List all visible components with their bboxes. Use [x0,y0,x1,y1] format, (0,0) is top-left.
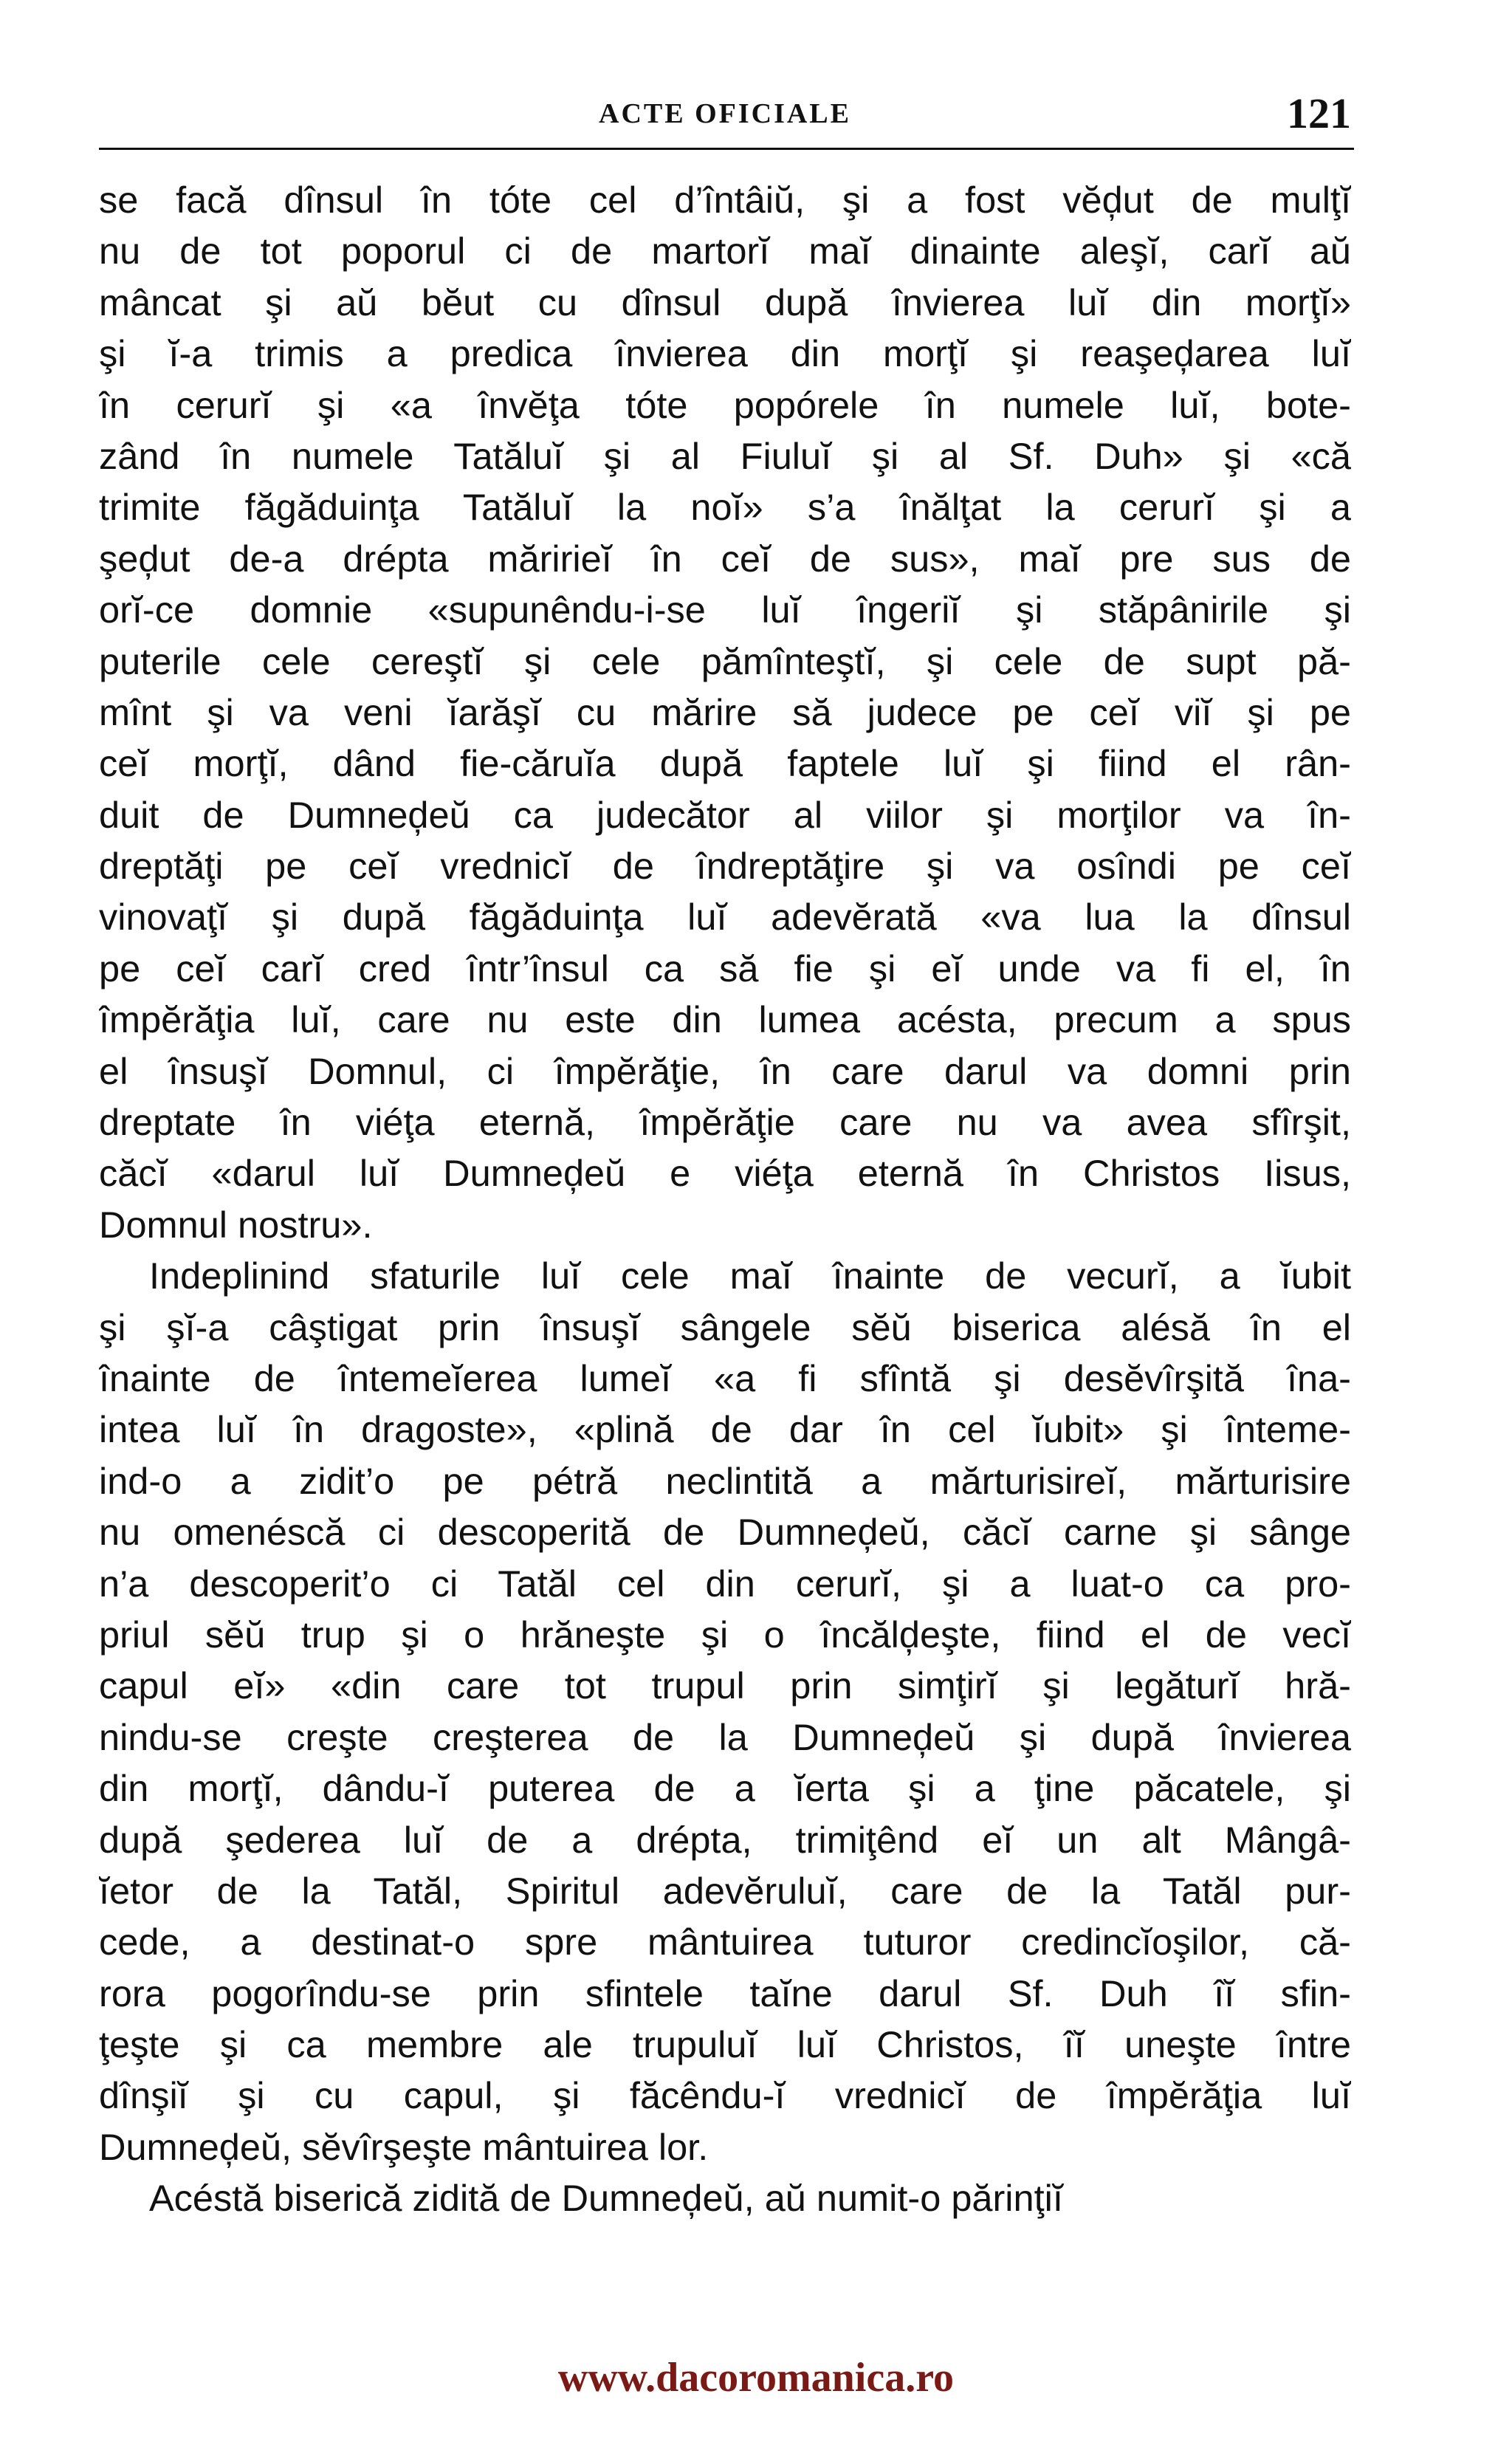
text-line: vinovaţĭ şi după făgăduinţa luĭ adevĕrată «va lua la dînsul [99,896,1351,939]
text-line: Acéstă biserică zidită de Dumneḑeŭ, aŭ numit-o părinţiĭ [149,2177,1063,2220]
text-line: orĭ-ce domnie «supunêndu-i-se luĭ îngeriĭ şi stăpânirile şi [99,589,1351,631]
text-line: Indeplinind sfaturile luĭ cele maĭ înainte de vecurĭ, a ĭubit [149,1255,1351,1297]
text-line: se facă dînsul în tóte cel d’întâiŭ, şi a fost vĕḑut de mulţĭ [99,179,1351,221]
text-line: dreptate în viéţa eternă, împĕrăţie care nu va avea sfîrşit, [99,1101,1351,1144]
text-line: nu de tot poporul ci de martorĭ maĭ dinainte aleşĭ, carĭ aŭ [99,230,1351,272]
footer-watermark: www.dacoromanica.ro [557,2355,955,2401]
text-line: trimite făgăduinţa Tatăluĭ la noĭ» s’a înălţat la cerurĭ şi a [99,486,1351,529]
text-line: intea luĭ în dragoste», «plină de dar în cel ĭubit» şi înteme- [99,1408,1351,1451]
text-line: în cerurĭ şi «a învĕţa tóte popórele în numele luĭ, bote- [99,383,1351,426]
text-line: cede, a destinat-o spre mântuirea tuturor credincĭoşilor, că- [99,1921,1351,1963]
body-text [99,174,1351,2224]
text-line: ceĭ morţĭ, dând fie-căruĭa după faptele luĭ şi fiind el rân- [99,742,1351,785]
text-line: căcĭ «darul luĭ Dumneḑeŭ e viéţa eternă în Christos Iisus, [99,1152,1351,1195]
text-line: pe ceĭ carĭ cred într’însul ca să fie şi eĭ unde va fi el, în [99,947,1351,989]
text-line: ţeşte şi ca membre ale trupuluĭ luĭ Christos, îĭ uneşte între [99,2023,1351,2066]
running-head [99,87,1351,146]
text-line: capul eĭ» «din care tot trupul prin simţirĭ şi legăturĭ hră- [99,1664,1351,1707]
text-line: puterile cele cereştĭ şi cele pămînteştĭ, şi cele de supt pă- [99,639,1351,682]
text-line: dreptăţi pe ceĭ vrednicĭ de îndreptăţire şi va osîndi pe ceĭ [99,845,1351,888]
text-line: el însuşĭ Domnul, ci împĕrăţie, în care darul va domni prin [99,1049,1351,1092]
text-line: mâncat şi aŭ bĕut cu dînsul după învierea luĭ din morţĭ» [99,281,1351,323]
text-line: şi ĭ-a trimis a predica învierea din morţĭ şi reaşeḑarea luĭ [99,332,1351,375]
running-title: ACTE OFICIALE [599,98,851,129]
text-line: duit de Dumneḑeŭ ca judecător al viilor şi morţilor va în- [99,793,1351,836]
text-line: ĭetor de la Tatăl, Spiritul adevĕruluĭ, care de la Tatăl pur- [99,1869,1351,1912]
text-line: nu omenéscă ci descoperită de Dumneḑeŭ, căcĭ carne şi sânge [99,1511,1351,1554]
text-line: mînt şi va veni ĭarăşĭ cu mărire să judece pe ceĭ viĭ şi pe [99,690,1351,733]
text-line: zând în numele Tatăluĭ şi al Fiuluĭ şi al Sf. Duh» şi «că [99,434,1351,477]
text-line: priul sĕŭ trup şi o hrăneşte şi o încălḑeşte, fiind el de vecĭ [99,1613,1351,1656]
paragraph [99,1250,1351,2172]
text-line: înainte de întemeĭerea lumeĭ «a fi sfîntă şi desĕvîrşită îna- [99,1356,1351,1399]
text-line: Dumneḑeŭ, sĕvîrşeşte mântuirea lor. [99,2125,709,2168]
text-line: şi şĭ-a câştigat prin însuşĭ sângele sĕŭ biserica alésă în el [99,1306,1351,1348]
text-line: din morţĭ, dându-ĭ puterea de a ĭerta şi a ţine păcatele, şi [99,1767,1351,1810]
text-line: n’a descoperit’o ci Tatăl cel din cerurĭ, şi a luat-o ca pro- [99,1562,1351,1605]
text-line: împĕrăţia luĭ, care nu este din lumea acésta, precum a spus [99,998,1351,1041]
text-line: rora pogorîndu-se prin sfintele taĭne darul Sf. Duh îĭ sfin- [99,1972,1351,2014]
text-line: dînşiĭ şi cu capul, şi făcêndu-ĭ vrednicĭ de împĕrăţia luĭ [99,2074,1351,2117]
text-line: după şederea luĭ de a drépta, trimiţênd eĭ un alt Mângâ- [99,1818,1351,1861]
paragraph [99,2172,1351,2223]
text-line: Domnul nostru». [99,1203,373,1246]
text-line: nindu-se creşte creşterea de la Dumneḑeŭ şi după învierea [99,1715,1351,1758]
header-rule [99,148,1354,150]
text-line: şeḑut de-a drépta măririeĭ în ceĭ de sus», maĭ pre sus de [99,537,1351,580]
text-line: ind-o a zidit’o pe pétră neclintită a mărturisireĭ, mărturisire [99,1459,1351,1502]
paragraph [99,174,1351,1250]
page-number: 121 [1287,89,1351,137]
